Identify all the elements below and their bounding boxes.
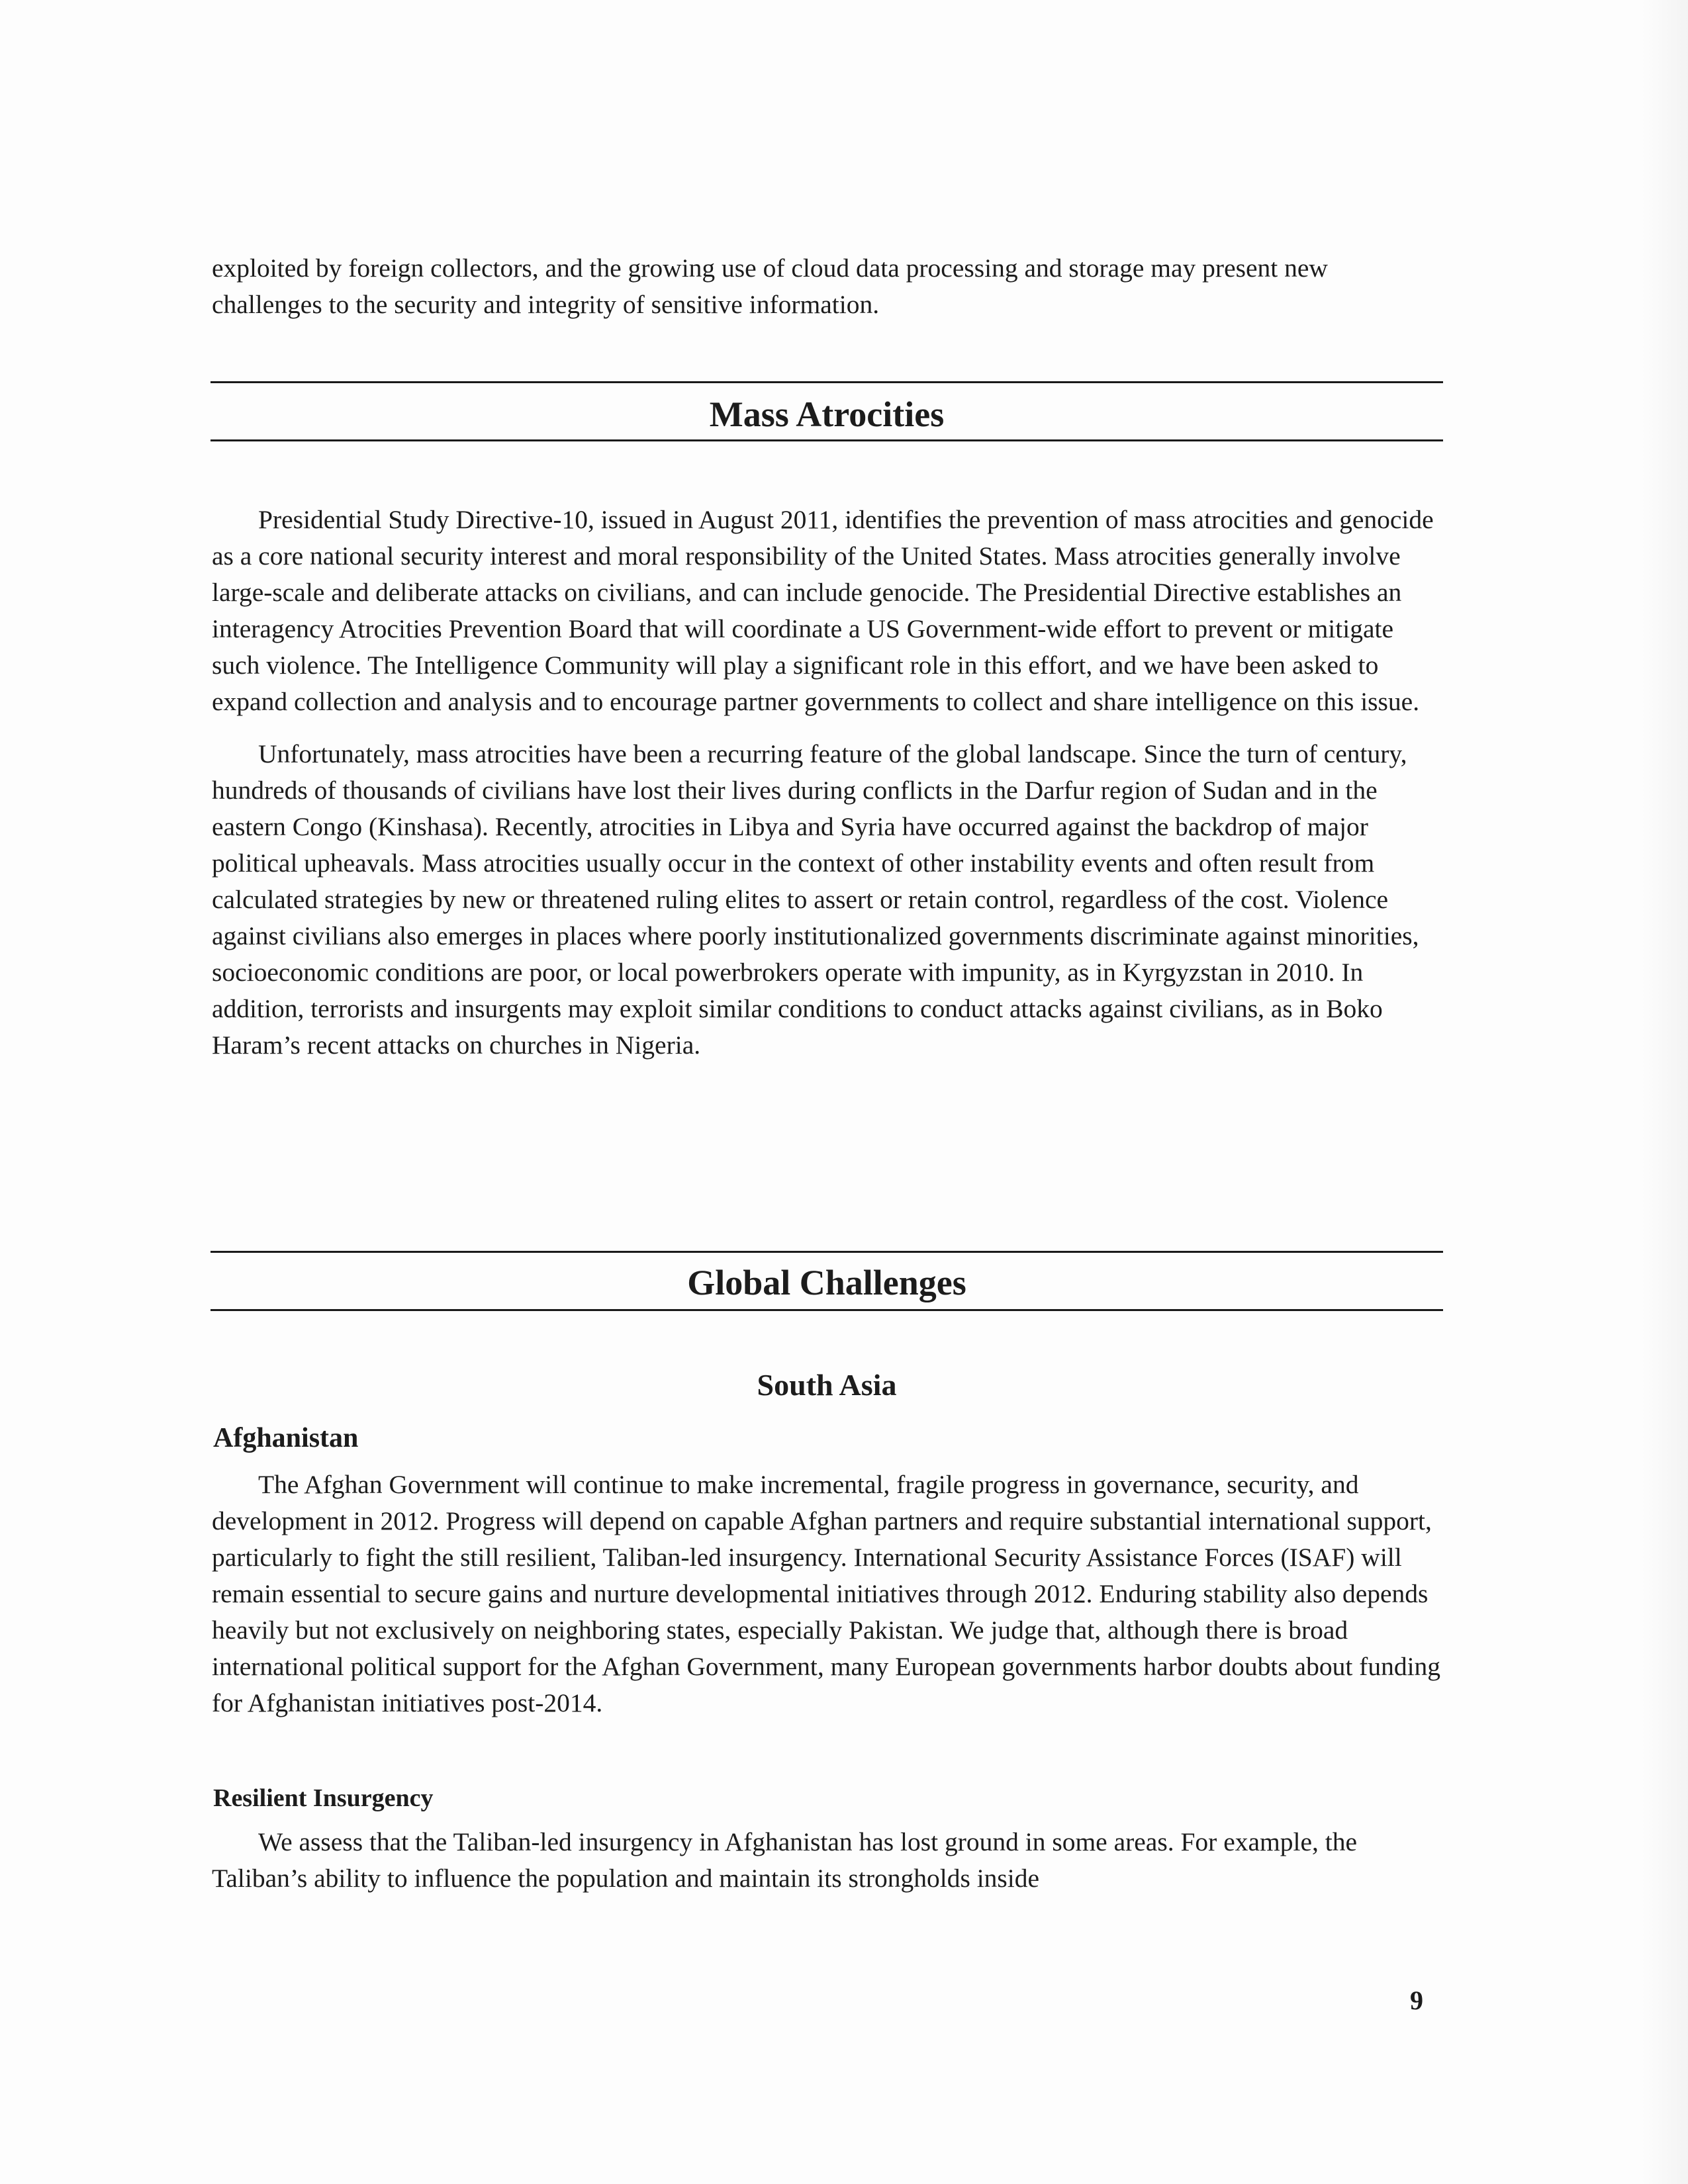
section-rule-bottom [211, 439, 1443, 441]
country-title-afghanistan: Afghanistan [213, 1423, 359, 1453]
page-number: 9 [1410, 1985, 1423, 2015]
body-paragraph: We assess that the Taliban-led insurgency in Afghanistan has lost ground in some areas. For example, the Taliban’s ability to influence the population and maintain its strongholds inside [212, 1827, 1358, 1893]
mass-atrocities-body [212, 502, 1443, 1064]
subsection-title-resilient-insurgency: Resilient Insurgency [213, 1784, 434, 1812]
body-paragraph: The Afghan Government will continue to make incremental, fragile progress in governance, security, and development in 2012. Progress will depend on capable Afghan partners and require substantial international support, particularly to fight the still resilient, Taliban-led insurgency. International Security Assistance Forces (ISAF) will remain essential to secure gains and nurture developmental initiatives through 2012. Enduring stability also depends heavily but not exclusively on neighboring states, especially Pakistan. We judge that, although there is broad international political support for the Afghan Government, many European governments harbor doubts about funding for Afghanistan initiatives post-2014. [212, 1470, 1441, 1717]
section-rule-top [211, 1251, 1443, 1253]
body-paragraph: Unfortunately, mass atrocities have been a recurring feature of the global landscape. Since the turn of century, hundreds of thousands of civilians have lost their lives during conflicts in the Darfur region of Sudan and in the eastern Congo (Kinshasa). Recently, atrocities in Libya and Syria have occurred against the backdrop of major political upheavals. Mass atrocities usually occur in the context of other instability events and often result from calculated strategies by new or threatened ruling elites to assert or retain control, regardless of the cost. Violence against civilians also emerges in places where poorly institutionalized governments discriminate against minorities, socioeconomic conditions are poor, or local powerbrokers operate with impunity, as in Kyrgyzstan in 2010. In addition, terrorists and insurgents may exploit similar conditions to conduct attacks against civilians, as in Boko Haram’s recent attacks on churches in Nigeria. [212, 739, 1419, 1060]
section-title-global-challenges: Global Challenges [687, 1263, 966, 1302]
body-paragraph: Presidential Study Directive-10, issued in August 2011, identifies the prevention of mass atrocities and genocide as a core national security interest and moral responsibility of the United States. Mass atrocities generally involve large-scale and deliberate attacks on civilians, and can include genocide. The Presidential Directive establishes an interagency Atrocities Prevention Board that will coordinate a US Government-wide effort to prevent or mitigate such violence. The Intelligence Community will play a significant role in this effort, and we have been asked to expand collection and analysis and to encourage partner governments to collect and share intelligence on this issue. [212, 505, 1434, 716]
section-title-mass-atrocities: Mass Atrocities [709, 394, 945, 434]
afghanistan-body [212, 1467, 1443, 1721]
section-rule-top [211, 381, 1443, 383]
scan-edge-shadow [1642, 0, 1688, 2184]
region-title-south-asia: South Asia [757, 1368, 897, 1402]
resilient-insurgency-body [212, 1824, 1443, 1897]
section-rule-bottom [211, 1309, 1443, 1311]
intro-fragment [212, 250, 1443, 323]
intro-paragraph: exploited by foreign collectors, and the growing use of cloud data processing and storage may present new challenges to the security and integrity of sensitive information. [212, 253, 1328, 319]
